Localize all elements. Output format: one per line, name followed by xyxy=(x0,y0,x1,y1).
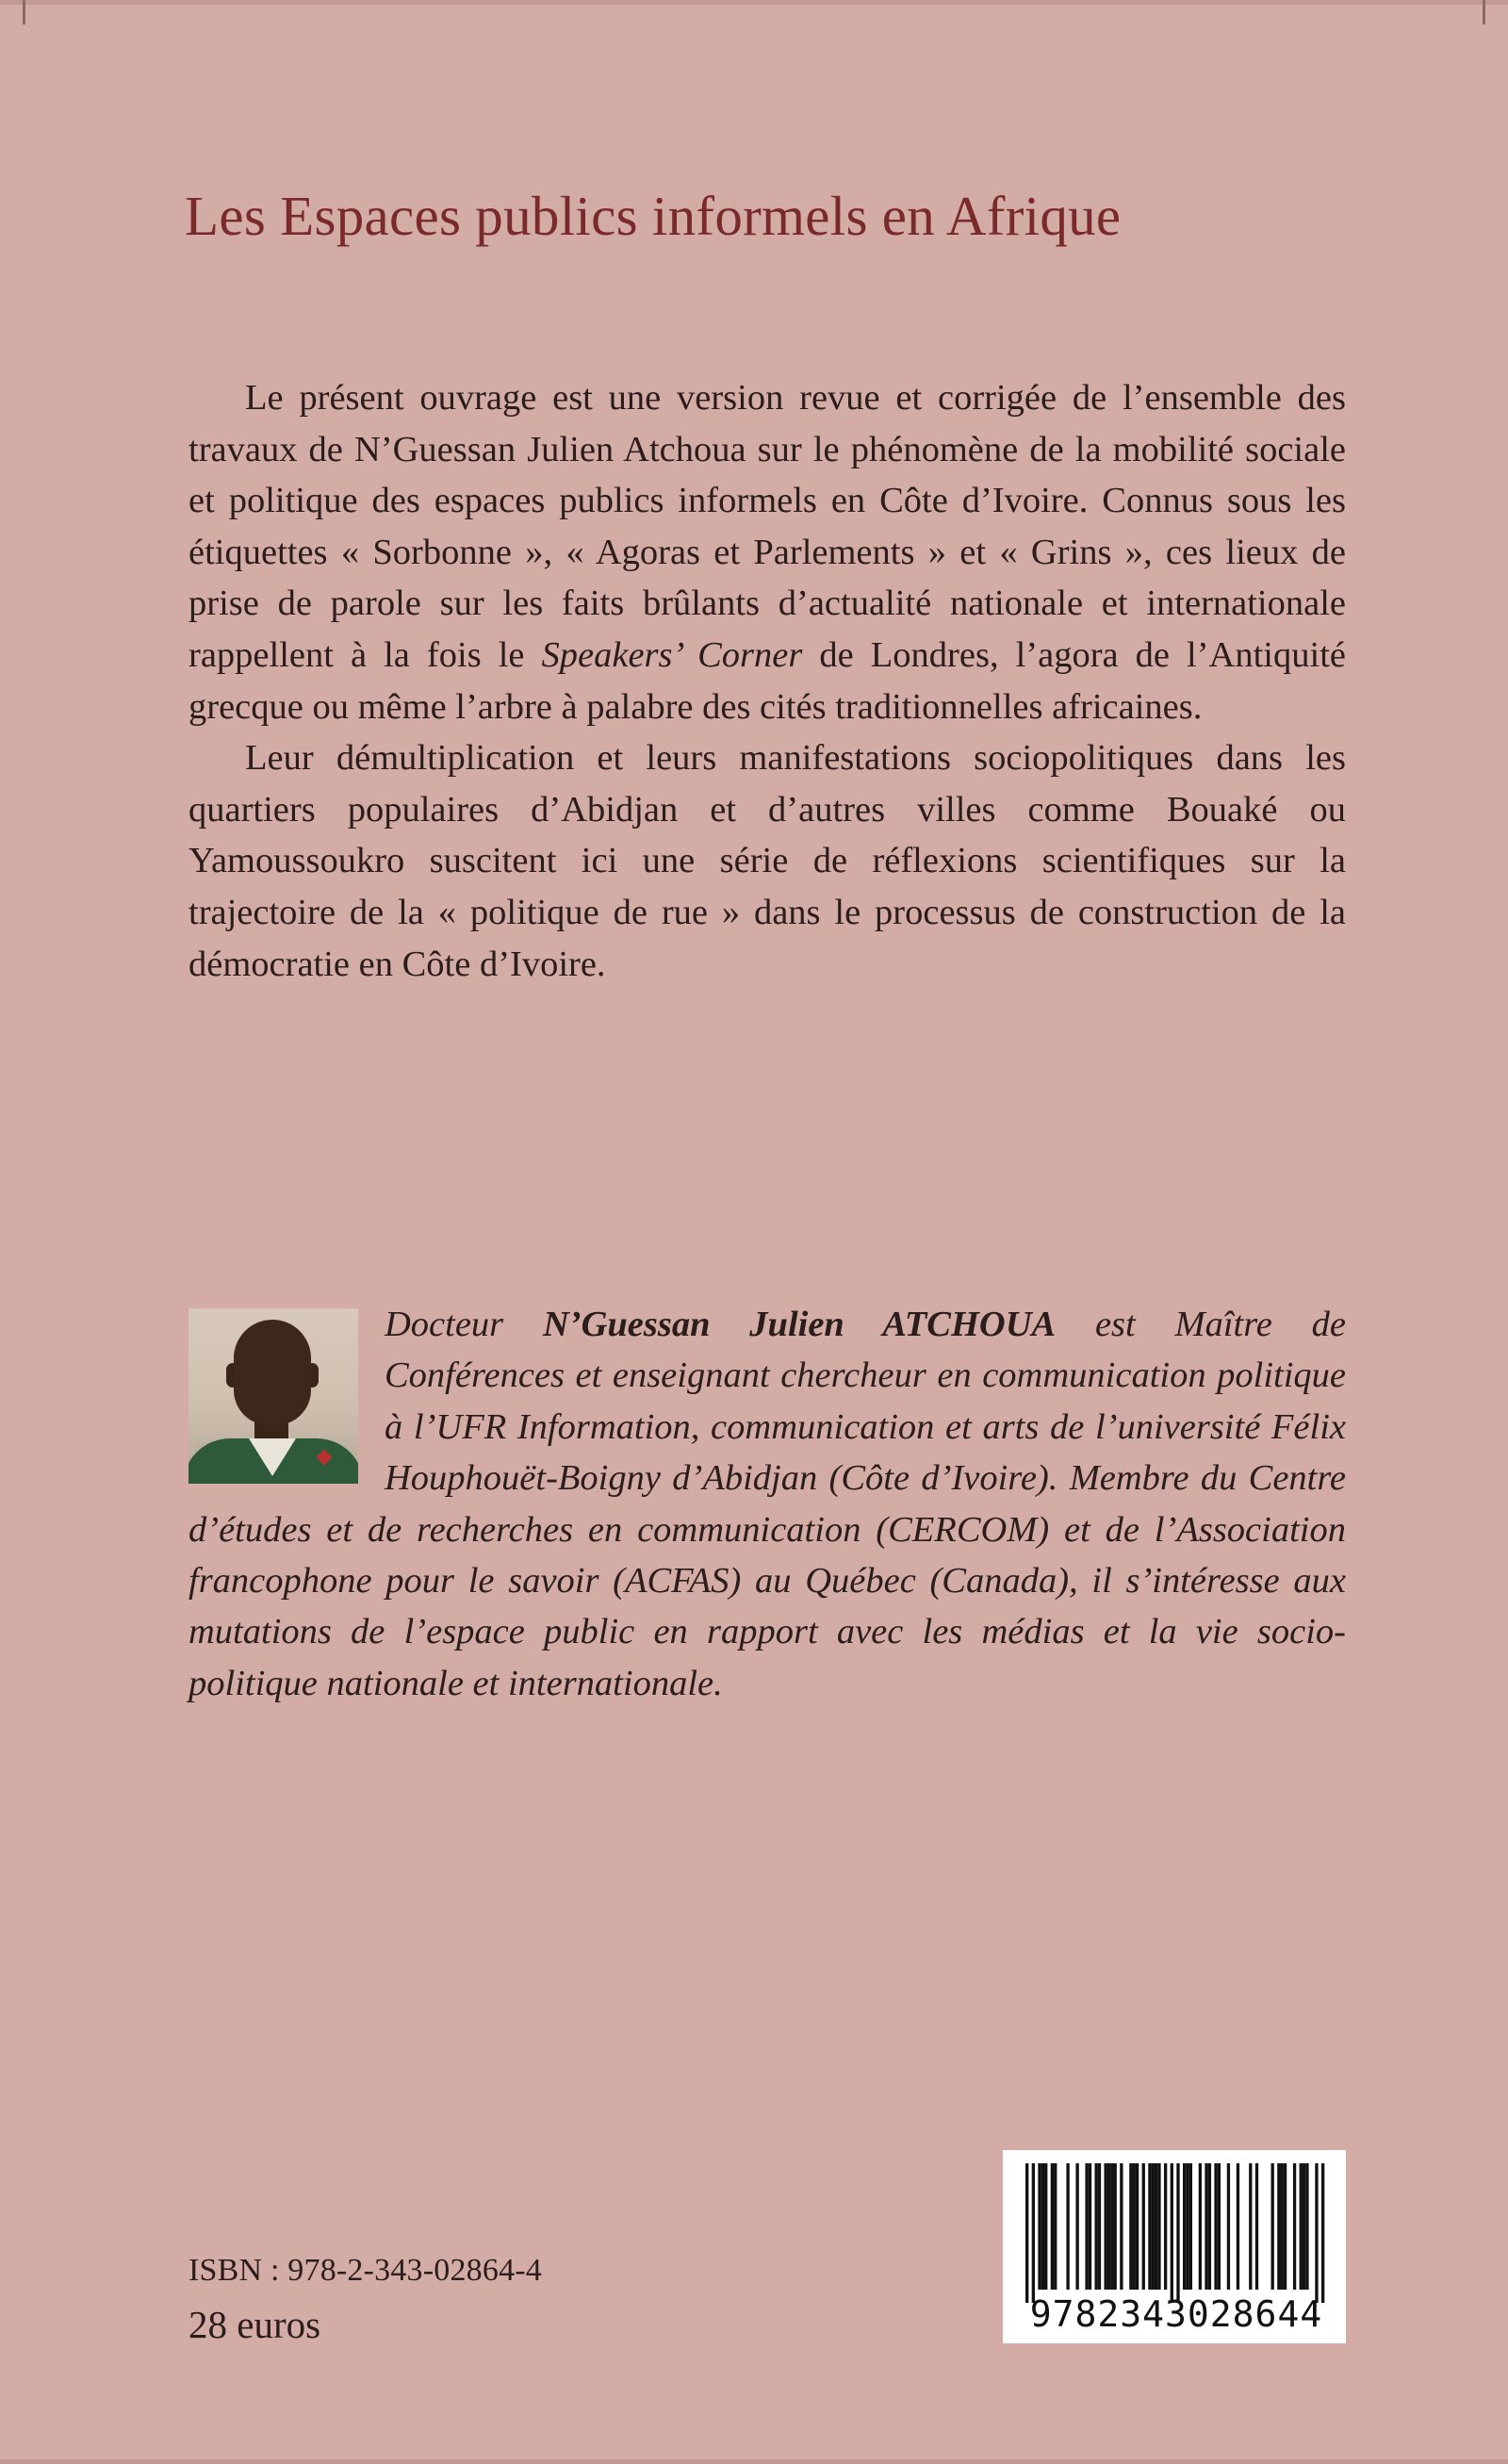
trim-mark-top-left xyxy=(23,0,25,25)
barcode-bar xyxy=(1277,2163,1280,2290)
blurb-paragraph-2: Leur démultiplication et leurs manifestations sociopolitiques dans les quartiers populaires d’Abidjan et d’autres villes comme Bouaké ou Yamoussoukro suscitent ici une série de réflexions scientifiques sur la trajectoire de la « politique de rue » dans le processus de construction de la démocratie en Côte d’Ivoire. xyxy=(188,738,1346,984)
barcode-bar xyxy=(1094,2163,1097,2290)
author-bio xyxy=(188,1299,1346,1709)
barcode-bar xyxy=(1044,2163,1047,2290)
barcode-bar xyxy=(1321,2163,1324,2303)
barcode-bar xyxy=(1114,2163,1117,2290)
barcode-bar xyxy=(1300,2163,1303,2290)
barcode-bar xyxy=(1142,2163,1145,2290)
barcode-bar xyxy=(1155,2163,1157,2290)
barcode-bar xyxy=(1271,2163,1274,2290)
barcode-bar xyxy=(1281,2163,1284,2290)
barcode-bar xyxy=(1305,2163,1308,2290)
barcode-digits: 9782343028644 xyxy=(1029,2293,1323,2335)
barcode-bar xyxy=(1255,2163,1258,2290)
barcode-bar xyxy=(1214,2163,1217,2290)
barcode-bar xyxy=(1293,2163,1296,2290)
barcode-bar xyxy=(1205,2163,1207,2290)
barcode-bar xyxy=(1176,2163,1179,2303)
blurb xyxy=(188,372,1346,990)
barcode-bar xyxy=(1107,2163,1110,2290)
barcode-bar xyxy=(1105,2163,1107,2290)
blurb-paragraph-1-emphasis: Speakers’ Corner xyxy=(541,634,803,675)
barcode-bar xyxy=(1189,2163,1192,2290)
barcode-bar xyxy=(1120,2163,1123,2290)
barcode-bar xyxy=(1054,2163,1057,2290)
barcode-bar xyxy=(1075,2163,1078,2290)
barcode-bar xyxy=(1199,2163,1202,2290)
barcode-bar xyxy=(1157,2163,1160,2290)
barcode-bar xyxy=(1208,2163,1211,2290)
barcode-bar xyxy=(1249,2163,1252,2290)
barcode-bar xyxy=(1315,2163,1318,2303)
isbn: ISBN : 978-2-343-02864-4 xyxy=(188,2253,542,2288)
barcode-bar xyxy=(1110,2163,1113,2290)
blurb-paragraph-1-part-a: Le présent ouvrage est une version revue et corrigée de l’ensemble des travaux de N’Guessan Julien Atchoua sur le phénomène de la mobilité sociale et politique des espaces publics informels en Côte d’Ivoire. Connus sous les étiquettes « Sorbonne », « Agoras et Parlements » et « Grins », ces lieux de prise de parole sur les faits brûlants d’actualité nationale et internationale rappellent à la fois le xyxy=(188,378,1346,675)
barcode-bar xyxy=(1098,2163,1101,2290)
barcode-bar xyxy=(1186,2163,1188,2290)
barcode-bar xyxy=(1041,2163,1044,2290)
barcode-bar xyxy=(1051,2163,1054,2290)
barcode-bar xyxy=(1129,2163,1132,2290)
price: 28 euros xyxy=(188,2303,321,2346)
barcode-bar xyxy=(1038,2163,1041,2290)
bio-text: est Maître de Conférences et enseignant chercheur en communication politique à l’UFR Information, communication et arts de l’université Félix Houphouët-Boigny d’Abidjan (Côte d’Ivoire). Membre du Centre d’études et de recherches en communication (CERCOM) et de l’Association francophone pour le savoir (ACFAS) au Québec (Canada), il s’intéresse aux mutations de l’espace public en rapport avec les médias et la vie socio-politique nationale et internationale. xyxy=(188,1305,1346,1703)
author-photo xyxy=(188,1308,358,1484)
book-title: Les Espaces publics informels en Afrique xyxy=(185,185,1122,247)
barcode-bar xyxy=(1218,2163,1221,2290)
barcode-bar xyxy=(1148,2163,1151,2290)
bio-prefix: Docteur xyxy=(385,1305,543,1344)
top-edge xyxy=(0,0,1508,5)
barcode-bar xyxy=(1183,2163,1186,2290)
blurb-paragraph-1-part-b: de Londres, l’agora de l’Antiquité grecque ou même l’arbre à palabre des cités traditionnelles africaines. xyxy=(188,634,1346,727)
author-name: N’Guessan Julien ATCHOUA xyxy=(542,1305,1057,1344)
barcode-bar xyxy=(1066,2163,1069,2290)
barcode-bar xyxy=(1303,2163,1305,2290)
barcode-bar xyxy=(1089,2163,1091,2290)
trim-mark-top-right xyxy=(1483,0,1485,25)
barcode xyxy=(1003,2150,1346,2343)
barcode-bar xyxy=(1032,2163,1035,2303)
barcode-bar xyxy=(1237,2163,1239,2290)
bottom-edge xyxy=(0,2459,1508,2464)
barcode-bar xyxy=(1136,2163,1139,2290)
blurb-paragraph-1 xyxy=(188,372,1346,732)
barcode-bar xyxy=(1025,2163,1028,2303)
barcode-bar xyxy=(1284,2163,1287,2290)
barcode-bar xyxy=(1133,2163,1136,2290)
barcode-bar xyxy=(1227,2163,1230,2290)
barcode-bar xyxy=(1152,2163,1155,2290)
barcode-bar xyxy=(1085,2163,1088,2290)
barcode-bar xyxy=(1171,2163,1173,2303)
barcode-bar xyxy=(1164,2163,1167,2290)
